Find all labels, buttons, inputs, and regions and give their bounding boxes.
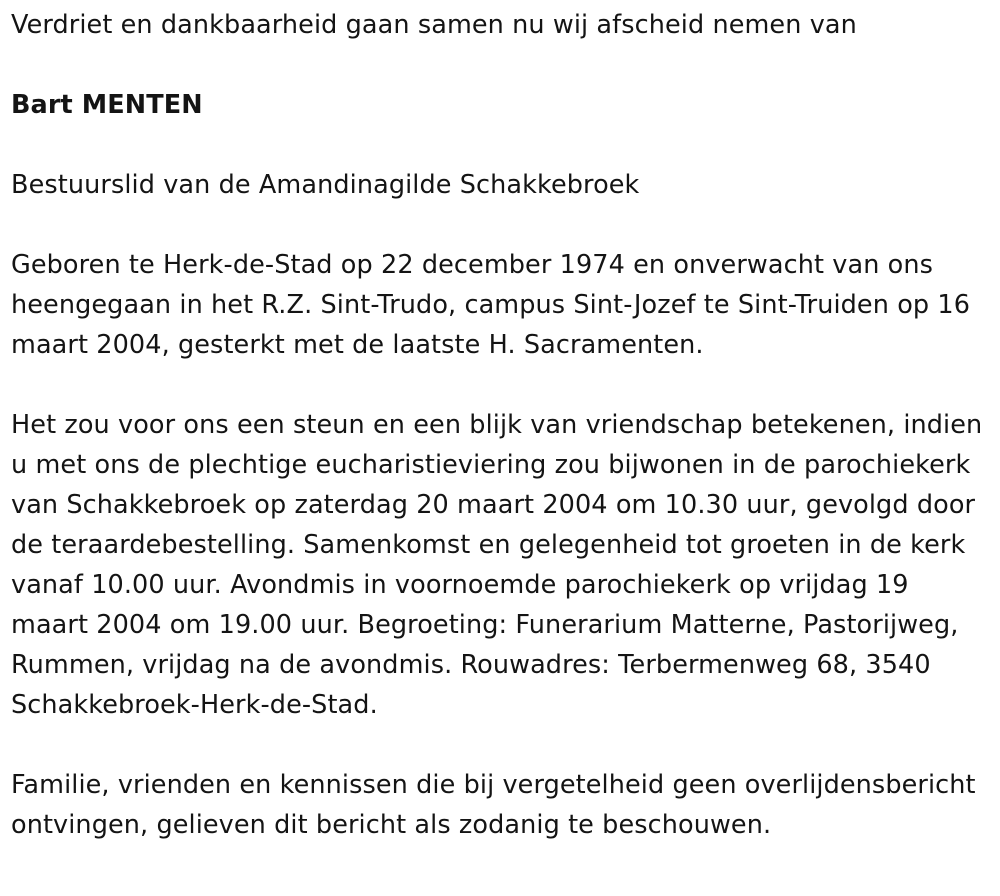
intro-line: Verdriet en dankbaarheid gaan samen nu wij afscheid nemen van [11, 10, 857, 40]
deceased-name: Bart MENTEN [11, 90, 203, 120]
obituary-notice [11, 5, 986, 845]
closing-paragraph: Familie, vrienden en kennissen die bij vergetelheid geen overlijdensbericht ontvingen, gelieven dit bericht als zodanig te beschouwen. [11, 770, 976, 840]
role-line: Bestuurslid van de Amandinagilde Schakkebroek [11, 170, 640, 200]
birth-death-paragraph: Geboren te Herk-de-Stad op 22 december 1974 en onverwacht van ons heengegaan in het R.Z. Sint-Trudo, campus Sint-Jozef te Sint-Truiden op 16 maart 2004, gesterkt met de laatste H. Sacramenten. [11, 250, 971, 360]
ceremony-paragraph: Het zou voor ons een steun en een blijk van vriendschap betekenen, indien u met ons de plechtige eucharistieviering zou bijwonen in de parochiekerk van Schakkebroek op zaterdag 20 maart 2004 om 10.30 uur, gevolgd door de teraardebestelling. Samenkomst en gelegenheid tot groeten in de kerk vanaf 10.00 uur. Avondmis in voornoemde parochiekerk op vrijdag 19 maart 2004 om 19.00 uur. Begroeting: Funerarium Matterne, Pastorijweg, Rummen, vrijdag na de avondmis. Rouwadres: Terbermenweg 68, 3540 Schakkebroek-Herk-de-Stad. [11, 410, 983, 720]
